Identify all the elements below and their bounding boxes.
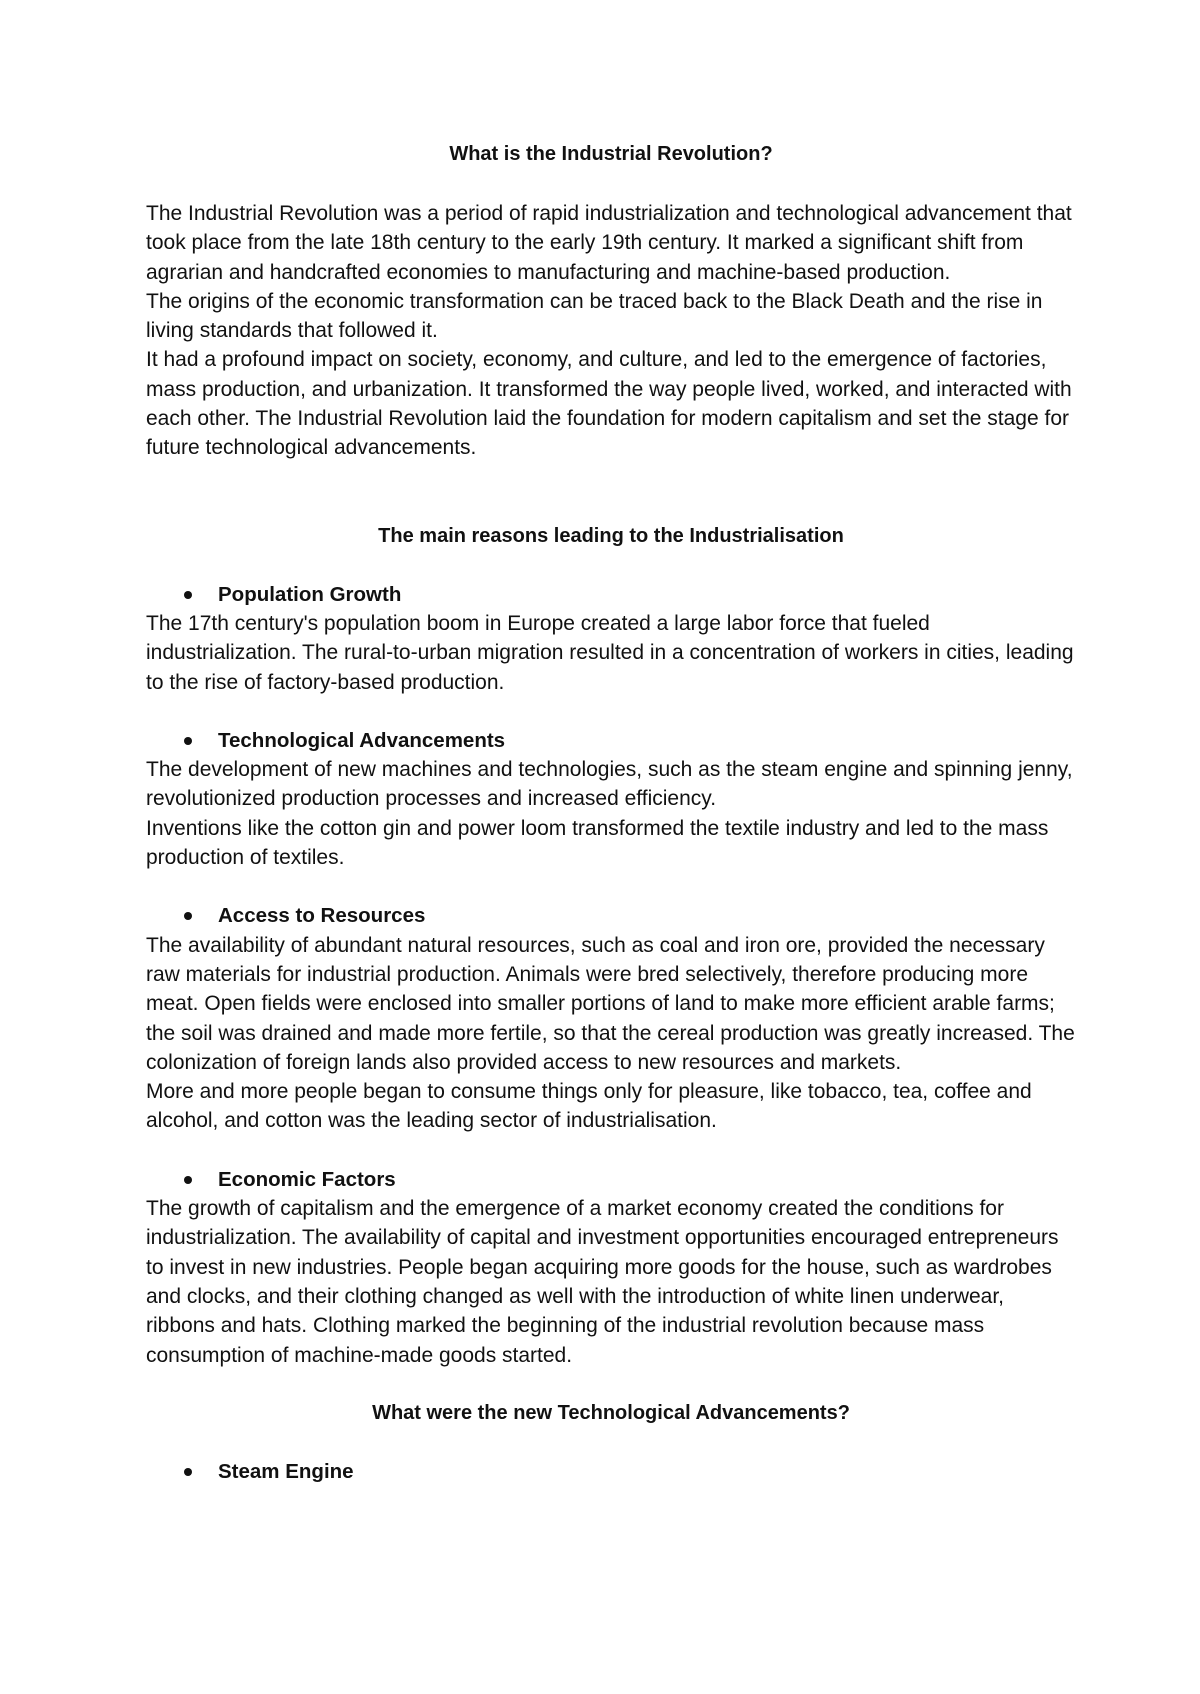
technological-advancements-paragraph-2: Inventions like the cotton gin and power loom transformed the textile industry and led to the mass production of textiles. [146, 816, 1049, 870]
bullet-dot-icon [184, 591, 192, 599]
intro-paragraph-2: The origins of the economic transformation can be traced back to the Black Death and the rise in living standards that followed it. [146, 289, 1043, 343]
bullet-label: Steam Engine [218, 1459, 354, 1483]
technological-advancements-paragraph-1: The development of new machines and technologies, such as the steam engine and spinning jenny, revolutionized production processes and increased efficiency. [146, 758, 1073, 811]
economic-factors-paragraph: The growth of capitalism and the emergence of a market economy created the conditions for industrialization. The availability of capital and investment opportunities encouraged entrepreneurs to invest in new industries. People began acquiring more goods for the house, such as wardrobes and clocks, and their clothing changed as well with the introduction of white linen underwear, ribbons and hats. Clothing marked the beginning of the industrial revolution because mass consumption of machine-made goods started. [146, 1197, 1059, 1367]
bullet-dot-icon [184, 912, 192, 920]
bullet-label: Population Growth [218, 582, 402, 606]
bullet-label: Technological Advancements [218, 728, 506, 752]
bullet-dot-icon [184, 1468, 192, 1476]
intro-paragraph-3: It had a profound impact on society, economy, and culture, and led to the emergence of factories, mass production, and urbanization. It transformed the way people lived, worked, and interacted with each other. The Industrial Revolution laid the foundation for modern capitalism and set the stage for future technological advancements. [146, 348, 1072, 460]
bullet-technological-advancements [146, 726, 1076, 755]
document-page [146, 140, 1076, 1486]
section-title-technological-advancements: What were the new Technological Advancements? [372, 1401, 850, 1424]
access-to-resources-paragraph-1: The availability of abundant natural resources, such as coal and iron ore, provided the necessary raw materials for industrial production. Animals were bred selectively, therefore producing more meat. Open fields were enclosed into smaller portions of land to make more efficient arable farms; the soil was drained and made more fertile, so that the cereal production was greatly increased. The colonization of foreign lands also provided access to new resources and markets. [146, 933, 1075, 1074]
bullet-label: Economic Factors [218, 1167, 396, 1191]
bullet-dot-icon [184, 1176, 192, 1184]
bullet-steam-engine [146, 1457, 1076, 1486]
bullet-label: Access to Resources [218, 904, 426, 928]
bullet-economic-factors [146, 1165, 1076, 1194]
population-growth-paragraph: The 17th century's population boom in Europe created a large labor force that fueled industrialization. The rural-to-urban migration resulted in a concentration of workers in cities, leading to the rise of factory-based production. [146, 611, 1074, 694]
section-title-industrial-revolution: What is the Industrial Revolution? [449, 143, 773, 165]
intro-paragraph-1: The Industrial Revolution was a period of rapid industrialization and technological advancement that took place from the late 18th century to the early 19th century. It marked a significant shift from agrarian and handcrafted economies to manufacturing and machine-based production. [146, 202, 1072, 284]
bullet-access-to-resources [146, 901, 1076, 930]
bullet-population-growth [146, 580, 1076, 609]
section-title-main-reasons: The main reasons leading to the Industrialisation [378, 524, 844, 547]
access-to-resources-paragraph-2: More and more people began to consume things only for pleasure, like tobacco, tea, coffee and alcohol, and cotton was the leading sector of industrialisation. [146, 1080, 1032, 1133]
bullet-dot-icon [184, 737, 192, 745]
